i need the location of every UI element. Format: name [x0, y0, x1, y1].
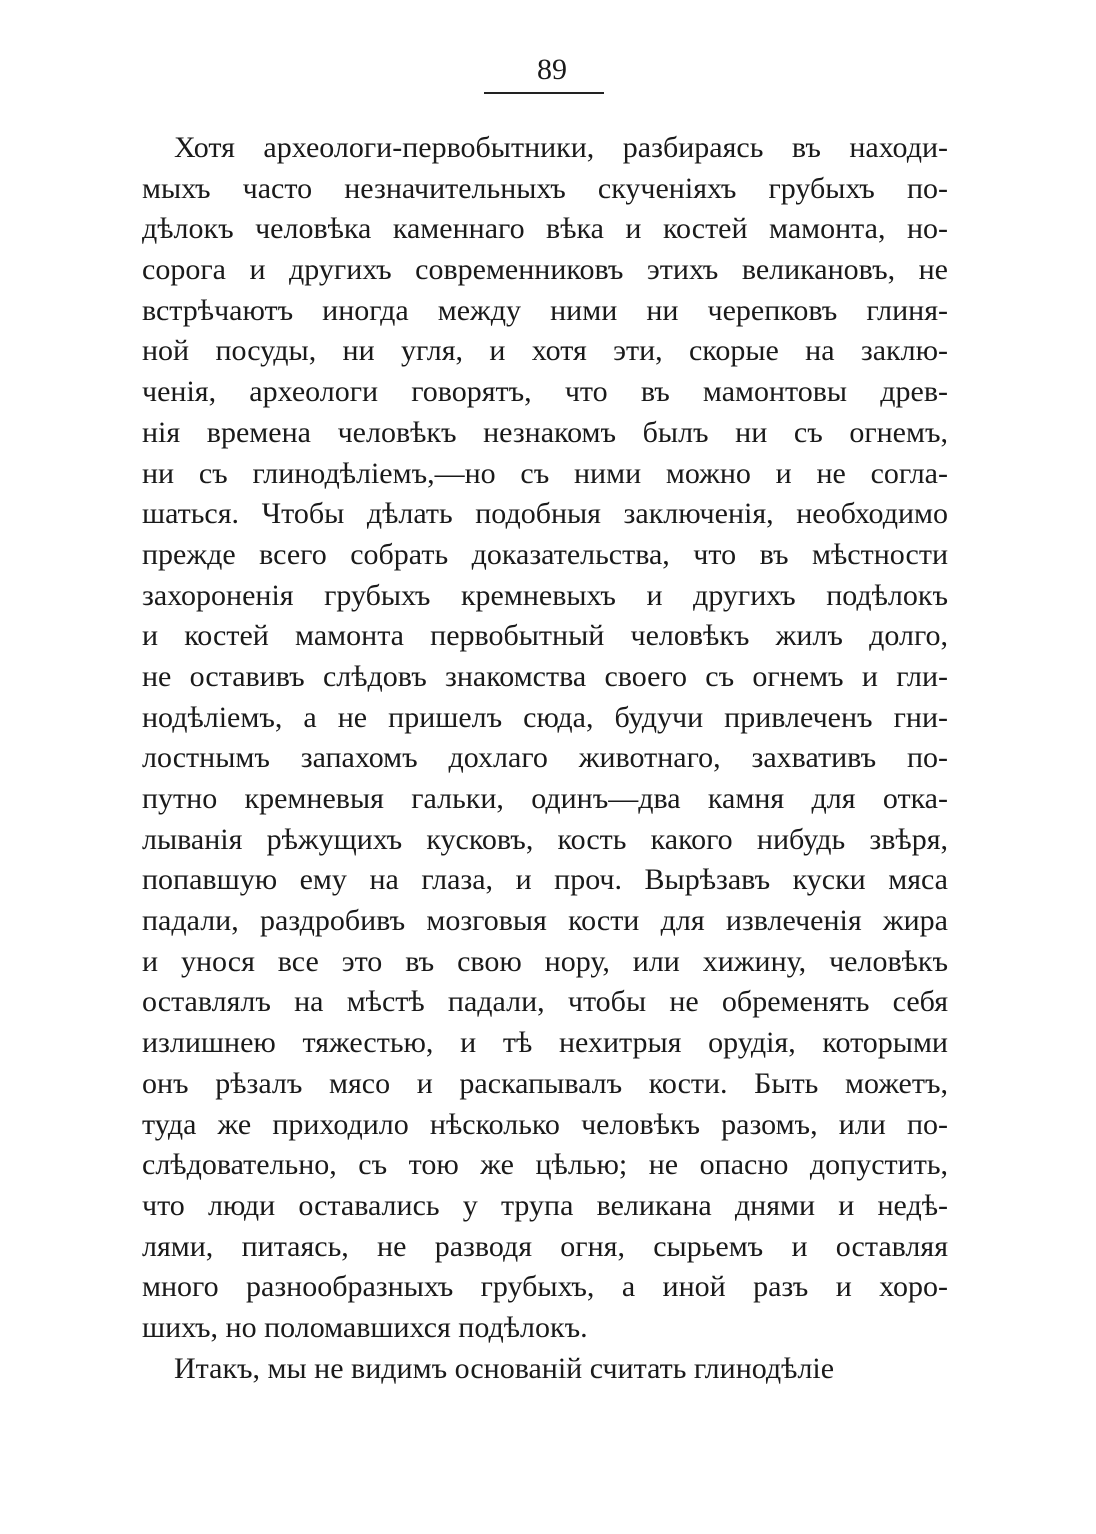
text-line: встрѣчаютъ иногда между ними ни черепковъ глиня-	[142, 293, 948, 327]
page-number-text: 89	[537, 53, 567, 86]
text-line: лыванія рѣжущихъ кусковъ, кость какого нибудь звѣря,	[142, 822, 948, 856]
text-line: и костей мамонта первобытный человѣкъ жилъ долго,	[142, 619, 948, 653]
text-line: Хотя археологи-первобытники, разбираясь въ находи-	[174, 131, 948, 164]
text-line: падали, раздробивъ мозговыя кости для извлеченія жира	[142, 904, 948, 938]
text-line: Итакъ, мы не видимъ основаній считать глинодѣліе	[174, 1351, 835, 1385]
text-line: туда же приходило нѣсколько человѣкъ разомъ, или по-	[142, 1107, 948, 1141]
text-line: шаться. Чтобы дѣлать подобныя заключенія, необходимо	[142, 497, 948, 531]
text-line: нія времена человѣкъ незнакомъ былъ ни съ огнемъ,	[142, 415, 948, 449]
body-text	[142, 128, 948, 1389]
text-line: захороненія грубыхъ кремневыхъ и другихъ подѣлокъ	[142, 578, 948, 612]
text-line: излишнею тяжестью, и тѣ нехитрыя орудія, которыми	[142, 1026, 948, 1060]
text-line: ни съ глинодѣліемъ,—но съ ними можно и не согла-	[142, 456, 948, 490]
text-line: и унося все это въ свою нору, или хижину, человѣкъ	[142, 944, 948, 978]
text-line: не оставивъ слѣдовъ знакомства своего съ огнемъ и гли-	[142, 659, 948, 693]
text-line: много разнообразныхъ грубыхъ, а иной разъ и хоро-	[142, 1270, 948, 1304]
page-number	[0, 52, 1096, 88]
text-line: мыхъ часто незначительныхъ скученіяхъ грубыхъ по-	[142, 171, 948, 205]
text-line: ной посуды, ни угля, и хотя эти, скорые на заклю-	[142, 334, 948, 368]
text-line: сорога и другихъ современниковъ этихъ великановъ, не	[142, 253, 948, 287]
text-line: лостнымъ запахомъ дохлаго животнаго, захвативъ по-	[142, 741, 948, 775]
text-line: попавшую ему на глаза, и проч. Вырѣзавъ куски мяса	[142, 863, 948, 897]
text-line: нодѣліемъ, а не пришелъ сюда, будучи привлеченъ гни-	[142, 700, 948, 734]
text-line: онъ рѣзалъ мясо и раскапывалъ кости. Быть можетъ,	[142, 1066, 948, 1100]
text-line: ченія, археологи говорятъ, что въ мамонтовы древ-	[142, 375, 948, 409]
header-rule	[484, 92, 604, 94]
text-line: прежде всего собрать доказательства, что въ мѣстности	[142, 537, 948, 571]
text-line: путно кремневыя гальки, одинъ—два камня для отка-	[142, 782, 948, 815]
text-line: шихъ, но поломавшихся подѣлокъ.	[142, 1310, 588, 1344]
text-line: слѣдовательно, съ тою же цѣлью; не опасно допустить,	[142, 1148, 948, 1182]
text-line: дѣлокъ человѣка каменнаго вѣка и костей мамонта, но-	[142, 212, 948, 246]
text-line: оставлялъ на мѣстѣ падали, чтобы не обременять себя	[142, 985, 948, 1019]
text-line: лями, питаясь, не разводя огня, сырьемъ и оставляя	[142, 1229, 948, 1263]
text-line: что люди оставались у трупа великана днями и недѣ-	[142, 1188, 948, 1222]
